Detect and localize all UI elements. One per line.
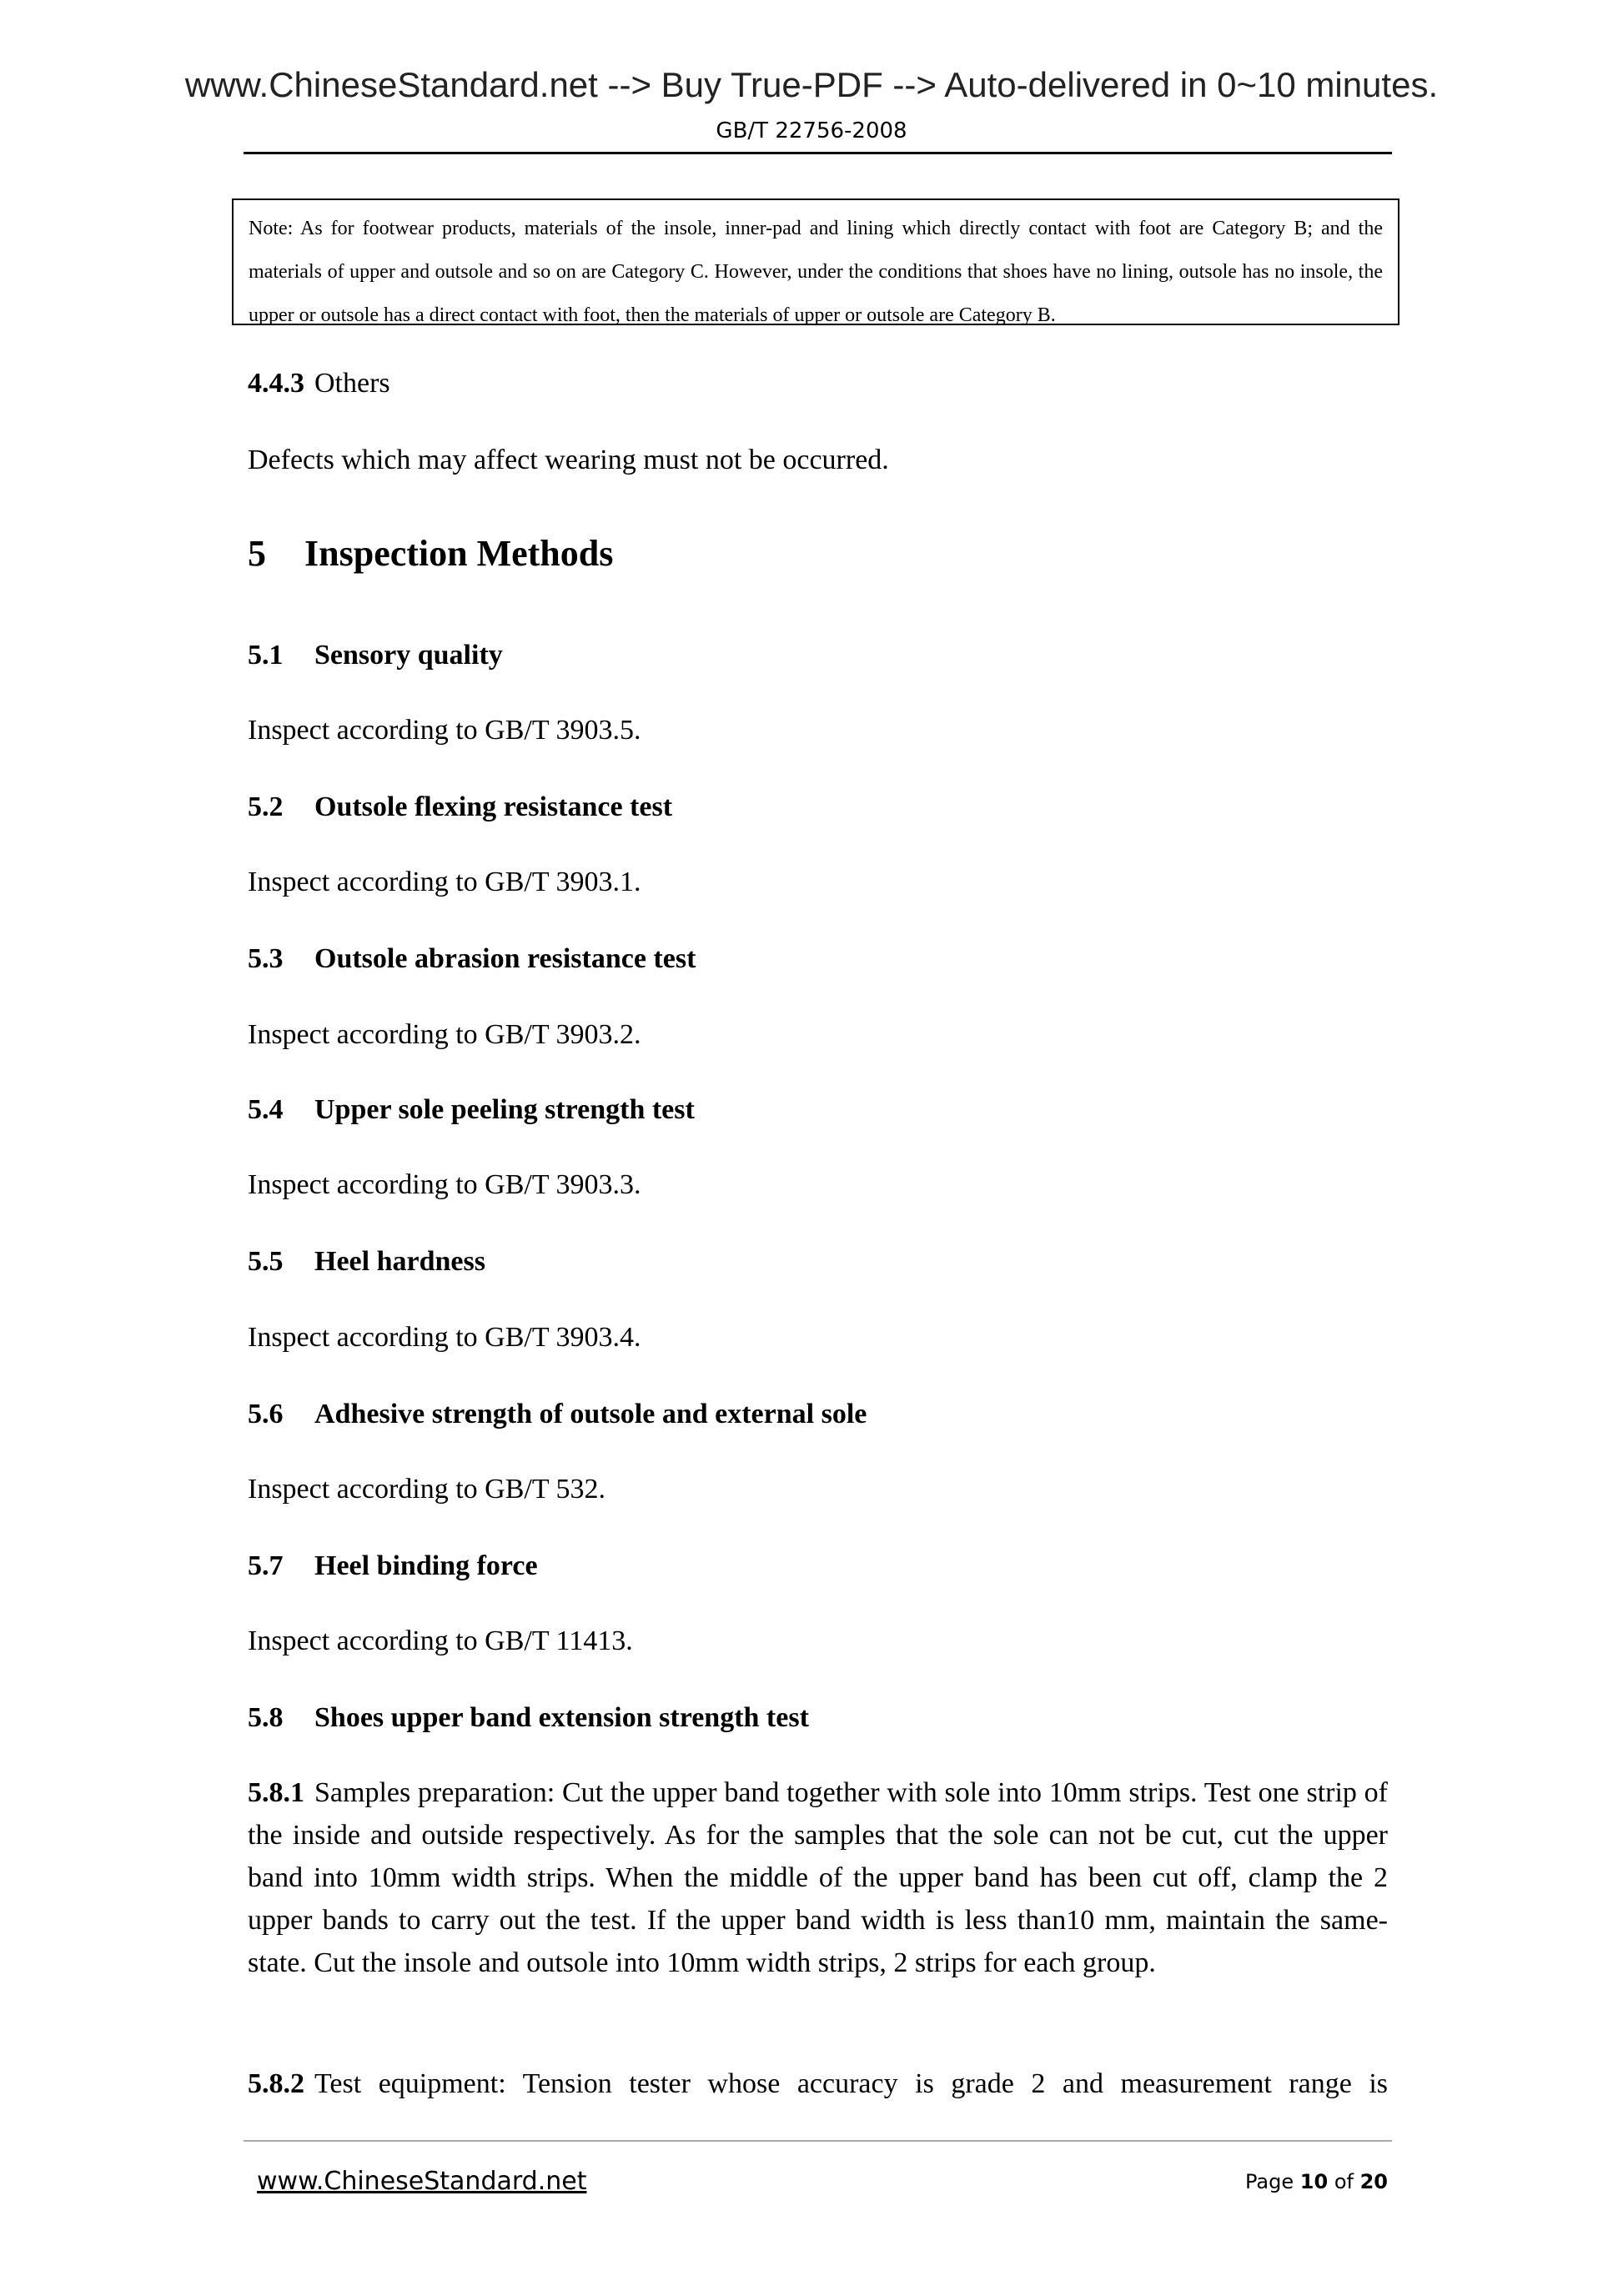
section-title: Sensory quality [314,640,503,671]
section-number: 5.5 [248,1246,284,1277]
section-number: 5.6 [248,1399,284,1429]
heading-5-6 [248,1393,1388,1435]
heading-5-8 [248,1696,1388,1739]
paragraph: Inspect according to GB/T 11413. [248,1625,633,1656]
header-banner[interactable]: www.ChineseStandard.net --> Buy True-PDF --> Auto-delivered in 0~10 minutes. [184,65,1439,104]
standard-number: GB/T 22756-2008 [716,118,907,143]
section-title: Outsole flexing resistance test [314,791,673,822]
section-title: Others [314,368,390,399]
paragraph-5-8-1 [248,1771,1388,1984]
paragraph-text: Samples preparation: Cut the upper band together with sole into 10mm strips. Test one strip of the inside and outside respectively. As for the samples that the sole can not be cut, cut the upper band into 10mm width strips. When the middle of the upper band has been cut off, clamp the 2 upper bands to carry out the test. If the upper band width is less than10 mm, maintain the same-state. Cut the insole and outsole into 10mm width strips, 2 strips for each group. [248,1777,1388,1978]
of-label: of [1334,2170,1354,2193]
section-title: Outsole abrasion resistance test [314,943,696,974]
heading-5-4 [248,1088,1388,1131]
footer-link[interactable]: www.ChineseStandard.net [257,2167,587,2196]
page-number [1245,2170,1388,2193]
heading-5 [248,532,1388,575]
section-number: 4.4.3 [248,368,304,399]
header-rule [244,152,1392,154]
footer-rule [244,2140,1392,2142]
section-number: 5.1 [248,640,284,671]
section-number: 5 [248,533,266,574]
paragraph: Inspect according to GB/T 532. [248,1474,606,1505]
heading-5-1 [248,634,1388,676]
paragraph: Inspect according to GB/T 3903.1. [248,867,641,897]
section-number: 5.8.2 [248,2068,304,2099]
paragraph: Inspect according to GB/T 3903.5. [248,715,641,746]
section-number: 5.8 [248,1702,284,1733]
paragraph-text: Test equipment: Tension tester whose accuracy is grade 2 and measurement range is [314,2068,1388,2099]
heading-5-7 [248,1545,1388,1587]
section-title: Upper sole peeling strength test [314,1094,695,1125]
section-title: Adhesive strength of outsole and external sole [314,1399,867,1429]
heading-4-4-3 [248,362,1388,404]
page-label: Page [1245,2170,1294,2193]
paragraph: Inspect according to GB/T 3903.4. [248,1322,641,1353]
section-number: 5.3 [248,943,284,974]
section-number: 5.2 [248,791,284,822]
heading-5-2 [248,786,1388,828]
section-title: Inspection Methods [304,533,614,574]
note-box: Note: As for footwear products, materials of the insole, inner-pad and lining which directly contact with foot are Category B; and the materials of upper and outsole and so on are Category C. However, under the conditions that shoes have no lining, outsole has no insole, the upper or outsole has a direct contact with foot, then the materials of upper or outsole are Category B. [232,198,1399,325]
heading-5-5 [248,1240,1388,1283]
paragraph: Inspect according to GB/T 3903.3. [248,1169,641,1200]
section-number: 5.7 [248,1550,284,1581]
paragraph-5-8-2 [248,2062,1388,2105]
current-page: 10 [1299,2170,1329,2193]
section-title: Heel binding force [314,1550,538,1581]
section-number: 5.4 [248,1094,284,1125]
paragraph: Defects which may affect wearing must not be occurred. [248,445,889,475]
total-pages: 20 [1359,2170,1388,2193]
section-number: 5.8.1 [248,1777,304,1808]
section-title: Heel hardness [314,1246,485,1277]
section-title: Shoes upper band extension strength test [314,1702,809,1733]
heading-5-3 [248,937,1388,980]
paragraph: Inspect according to GB/T 3903.2. [248,1019,641,1050]
